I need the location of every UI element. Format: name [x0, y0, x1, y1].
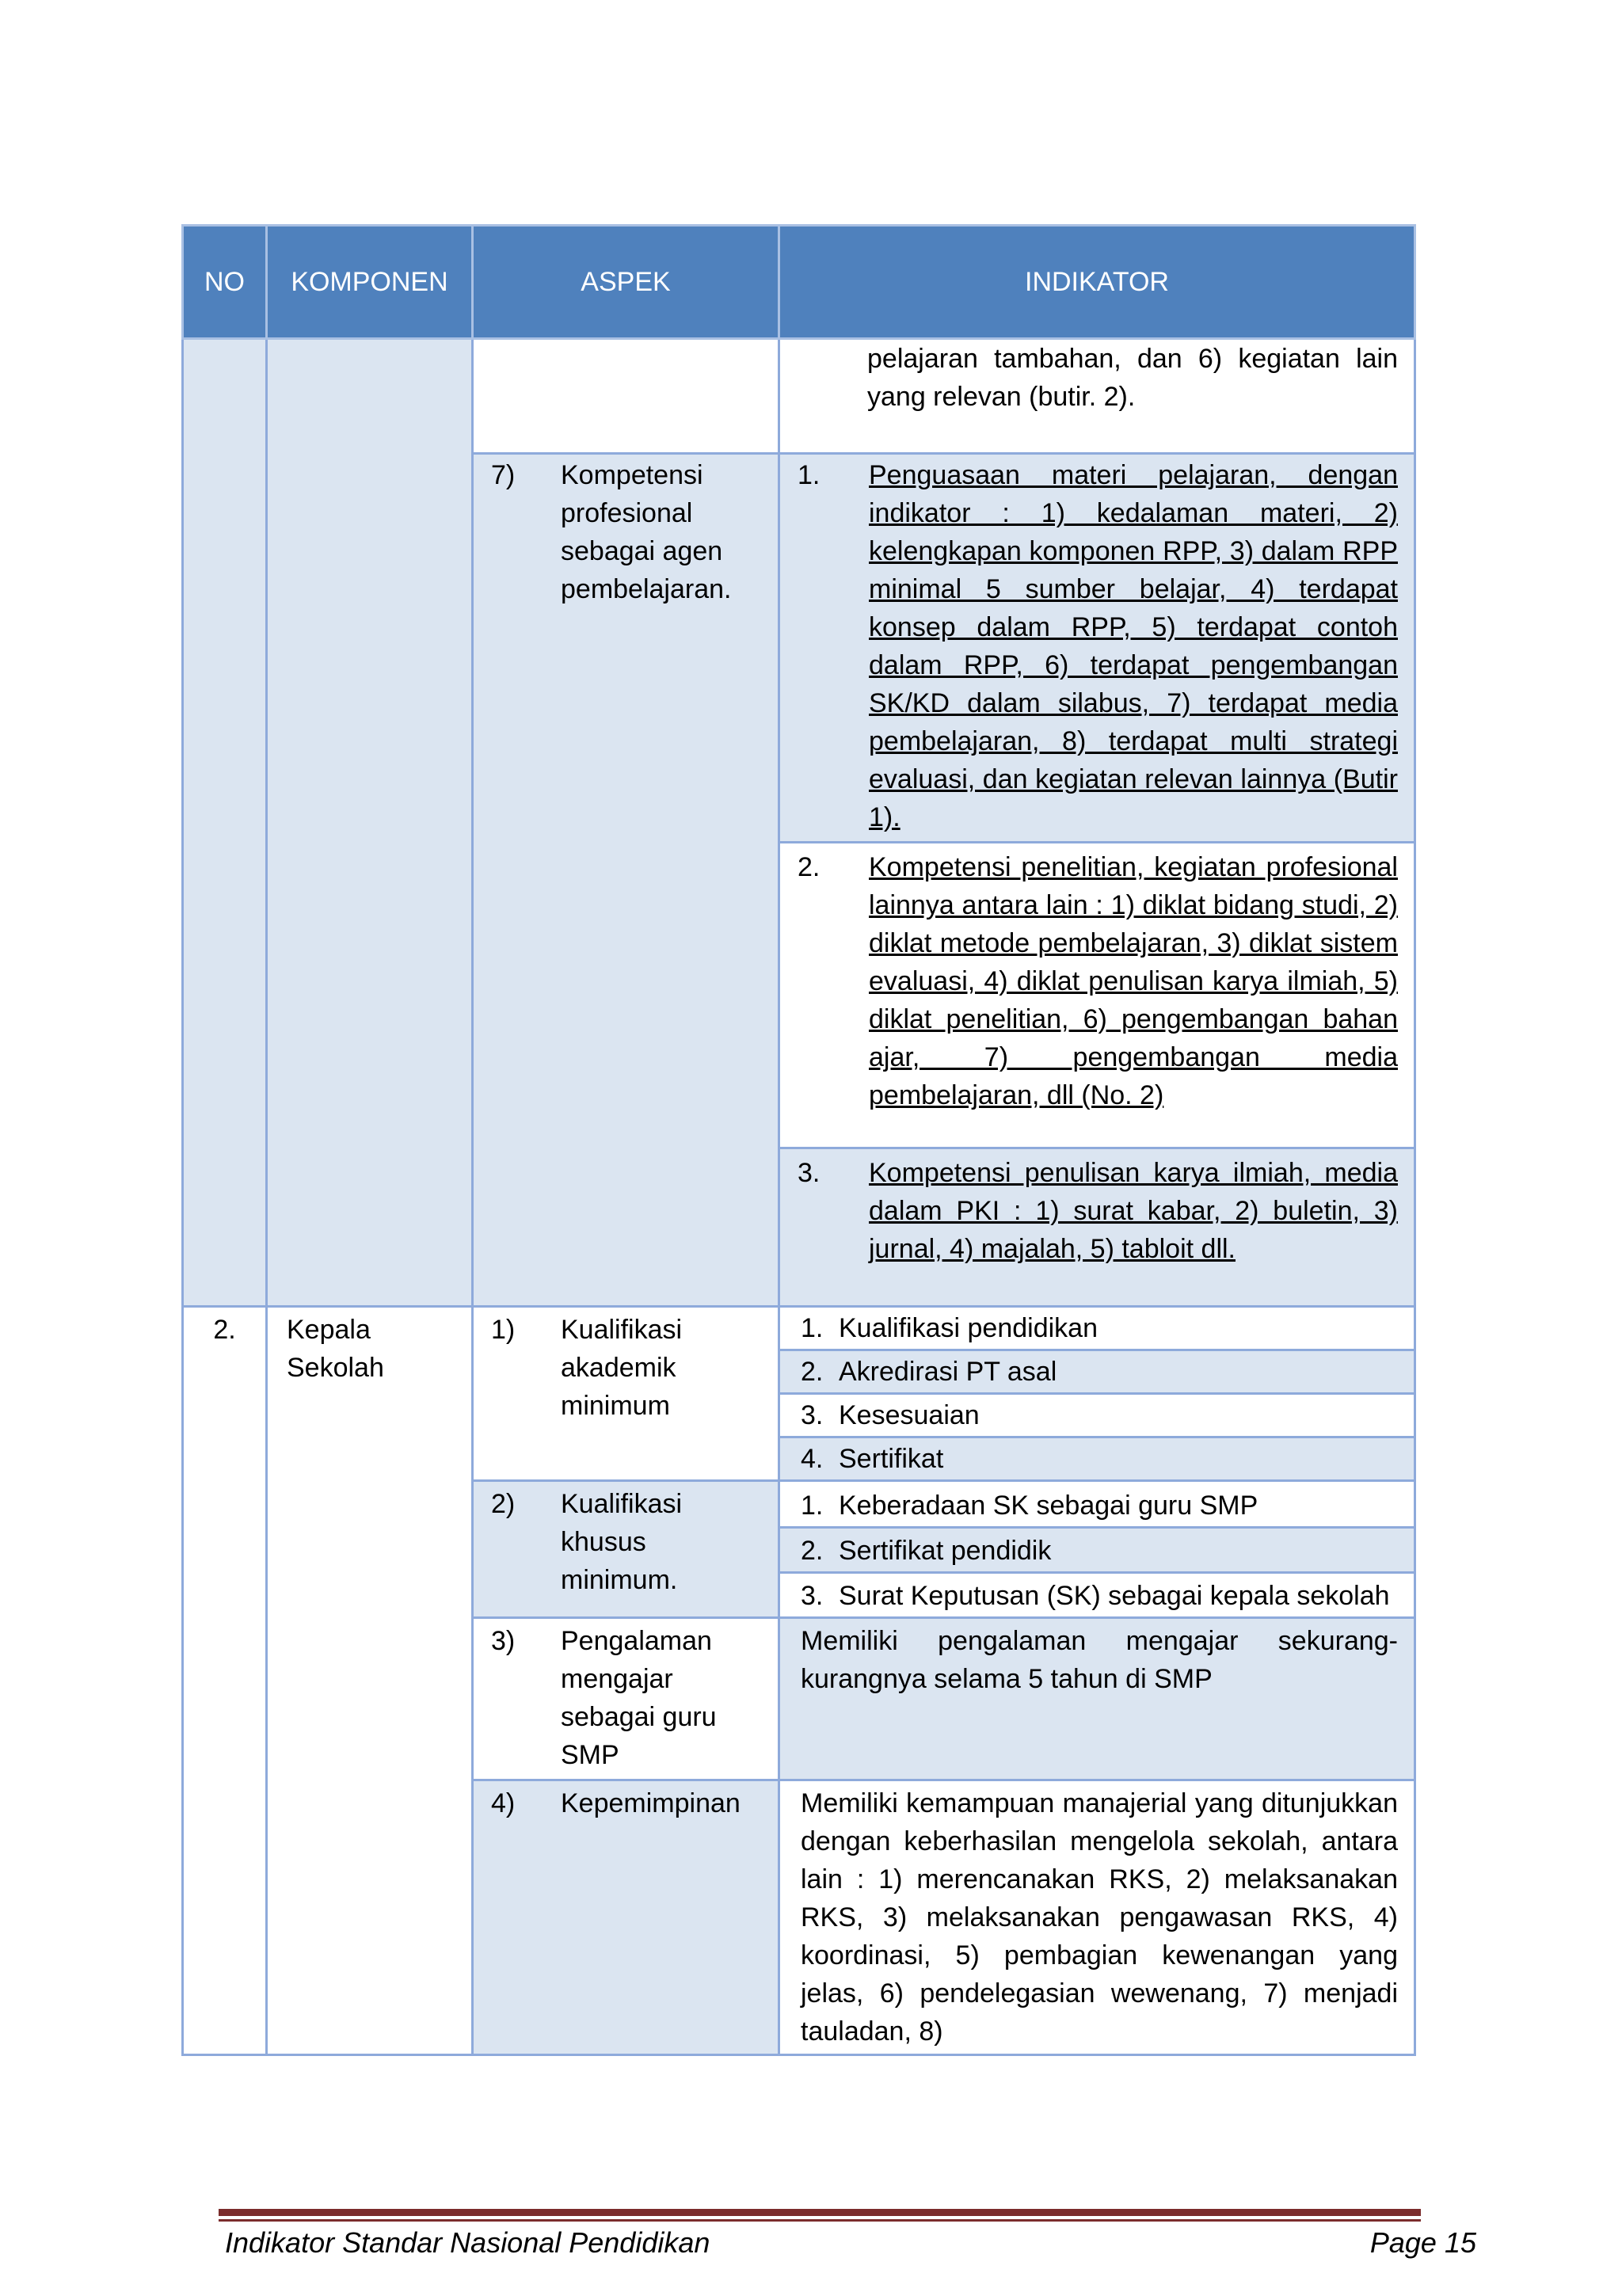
- indikator-item: [779, 1307, 1415, 1350]
- aspek-number: 3): [491, 1626, 516, 1656]
- indikator-cell: [779, 843, 1415, 1148]
- item-number: 3.: [801, 1400, 824, 1430]
- aspek-number: 2): [491, 1489, 516, 1519]
- header-no: NO: [183, 226, 267, 339]
- indikator-item: [779, 1350, 1415, 1394]
- indicator-number: 2.: [798, 852, 821, 882]
- indicator-number: 1.: [798, 460, 821, 490]
- komponen-cell-1: [267, 339, 473, 1307]
- komponen-cell-2: Kepala Sekolah: [267, 1307, 473, 2055]
- table-row: [183, 1307, 1415, 1350]
- item-number: 2.: [801, 1536, 824, 1566]
- item-number: 3.: [801, 1581, 824, 1611]
- aspek-cell-cont: [473, 339, 779, 454]
- aspek-cell-4: [473, 1780, 779, 2055]
- item-text: Akredirasi PT asal: [839, 1357, 1057, 1387]
- item-text: Keberadaan SK sebagai guru SMP: [839, 1491, 1258, 1521]
- table-header-row: [183, 226, 1415, 339]
- header-aspek: ASPEK: [473, 226, 779, 339]
- aspek-label: Kualifikasi khusus minimum.: [561, 1489, 683, 1595]
- indicator-table: [181, 224, 1416, 2056]
- item-number: 4.: [801, 1444, 824, 1474]
- indikator-cell: [779, 454, 1415, 843]
- indikator-item: [779, 1528, 1415, 1573]
- item-number: 1.: [801, 1491, 824, 1521]
- indikator-item: [779, 1573, 1415, 1618]
- indikator-item: [779, 1437, 1415, 1481]
- indikator-cell: [779, 1618, 1415, 1780]
- no-cell-1: [183, 339, 267, 1307]
- aspek-cell-3: [473, 1618, 779, 1780]
- header-komponen: KOMPONEN: [267, 226, 473, 339]
- no-cell-2: 2.: [183, 1307, 267, 2055]
- indikator-item: [779, 1481, 1415, 1528]
- item-text: Sertifikat pendidik: [839, 1536, 1052, 1566]
- indikator-cell-cont: [779, 339, 1415, 454]
- aspek-cell-1: [473, 1307, 779, 1481]
- aspek-number: 4): [491, 1788, 516, 1818]
- item-text: Kesesuaian: [839, 1400, 980, 1430]
- item-number: 1.: [801, 1313, 824, 1343]
- table-row: [183, 339, 1415, 454]
- indicator-number: 3.: [798, 1158, 821, 1188]
- page-number: Page 15: [1369, 2226, 1476, 2259]
- indicator-text: Memiliki kemampuan manajerial yang ditunjukkan dengan keberhasilan mengelola sekolah, antara lain : 1) merencanakan RKS, 2) melaksanakan RKS, 3) melaksanakan pengawasan RKS, 4) koordinasi, 5) pembagian kewenangan yang jelas, 6) pendelegasian wewenang, 7) menjadi tauladan, 8): [801, 1788, 1398, 2047]
- item-text: Surat Keputusan (SK) sebagai kepala sekolah: [839, 1581, 1390, 1611]
- indicator-text: pelajaran tambahan, dan 6) kegiatan lain yang relevan (butir. 2).: [867, 344, 1398, 412]
- aspek-label: Kepemimpinan: [561, 1788, 741, 1818]
- indicator-text: Memiliki pengalaman mengajar sekurang-kurangnya selama 5 tahun di SMP: [801, 1626, 1398, 1694]
- footer-rule-thin: [219, 2219, 1421, 2222]
- indicator-text: Penguasaan materi pelajaran, dengan indikator : 1) kedalaman materi, 2) kelengkapan komponen RPP, 3) dalam RPP minimal 5 sumber belajar, 4) terdapat konsep dalam RPP, 5) terdapat contoh dalam RPP, 6) terdapat pengembangan SK/KD dalam silabus, 7) terdapat media pembelajaran, 8) terdapat multi strategi evaluasi, dan kegiatan relevan lainnya (Butir 1).: [869, 460, 1398, 832]
- footer-rule-thick: [219, 2209, 1421, 2216]
- indikator-cell: [779, 1148, 1415, 1307]
- aspek-label: Kualifikasi akademik minimum: [561, 1315, 683, 1421]
- indikator-item: [779, 1394, 1415, 1437]
- indicator-text: Kompetensi penelitian, kegiatan profesional lainnya antara lain : 1) diklat bidang studi, 2) diklat metode pembelajaran, 3) diklat sistem evaluasi, 4) diklat penulisan karya ilmiah, 5) diklat penelitian, 6) pengembangan bahan ajar, 7) pengembangan media pembelajaran, dll (No. 2): [869, 852, 1398, 1110]
- footer-title: Indikator Standar Nasional Pendidikan: [225, 2226, 710, 2259]
- aspek-label: Kompetensi profesional sebagai agen pembelajaran.: [561, 460, 732, 604]
- item-number: 2.: [801, 1357, 824, 1387]
- header-indikator: INDIKATOR: [779, 226, 1415, 339]
- aspek-cell-2: [473, 1481, 779, 1618]
- indikator-cell: [779, 1780, 1415, 2055]
- item-text: Kualifikasi pendidikan: [839, 1313, 1098, 1343]
- aspek-cell-7: [473, 454, 779, 1307]
- aspek-number: 1): [491, 1315, 516, 1345]
- indicator-text: Kompetensi penulisan karya ilmiah, media dalam PKI : 1) surat kabar, 2) buletin, 3) jurnal, 4) majalah, 5) tabloit dll.: [869, 1158, 1398, 1264]
- aspek-label: Pengalaman mengajar sebagai guru SMP: [561, 1626, 717, 1770]
- item-text: Sertifikat: [839, 1444, 944, 1474]
- aspek-number: 7): [491, 460, 516, 490]
